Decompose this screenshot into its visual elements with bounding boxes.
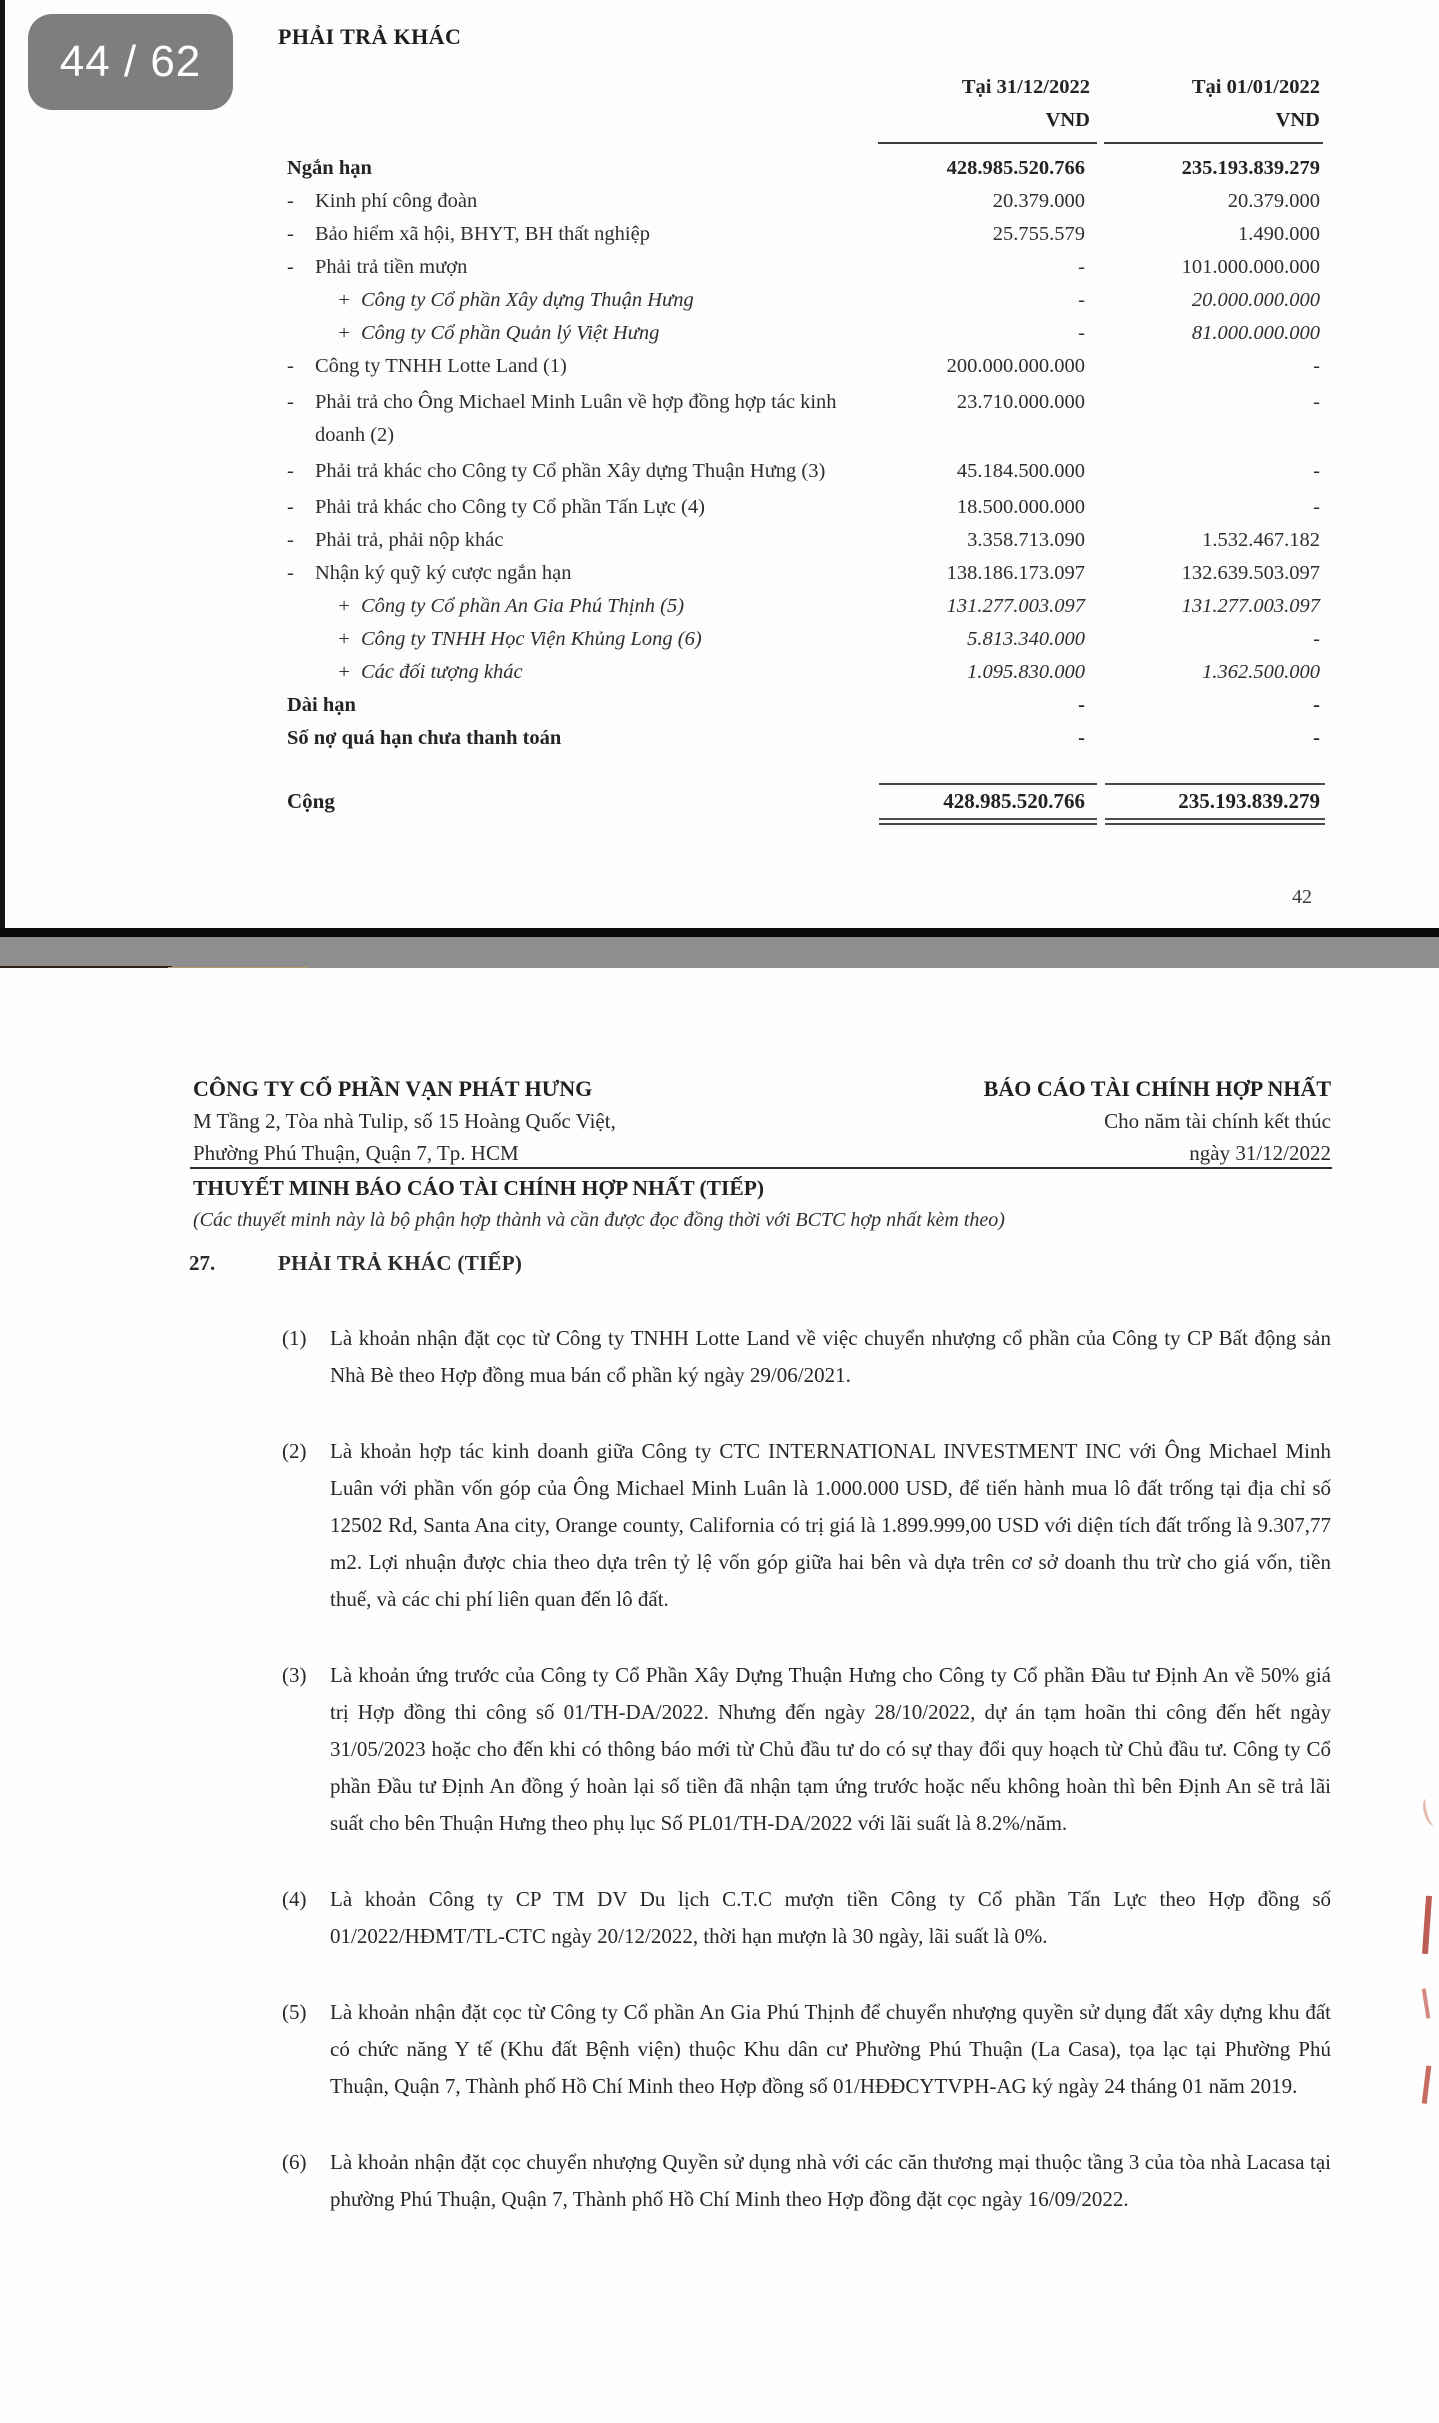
row-value-current: 200.000.000.000 [946,355,1085,377]
header-rule [190,1167,1332,1169]
row-label: Phải trả khác cho Công ty Cổ phần Tấn Lực (4) [315,496,705,518]
note-number: (4) [282,1887,307,1911]
row-value-prior: - [1313,391,1320,413]
row-bullet: - [287,496,294,518]
row-bullet: - [287,391,294,413]
row-bullet: + [337,628,351,650]
row-bullet: + [337,322,351,344]
page-gap-gray-band [0,937,1439,968]
row-value-current: 20.379.000 [992,190,1085,212]
section-title: PHẢI TRẢ KHÁC [278,24,462,49]
section-number: 27. [189,1251,216,1275]
row-value-prior: 1.490.000 [1238,223,1320,245]
page-number: 42 [1292,886,1312,908]
column-header-prior: Tại 01/01/2022 [1191,76,1320,98]
row-label: Phải trả tiền mượn [315,256,468,278]
company-address-line1: M Tầng 2, Tòa nhà Tulip, số 15 Hoàng Quốc Việt, [193,1109,616,1133]
row-value-current: 18.500.000.000 [956,496,1085,518]
note-text: Là khoản nhận đặt cọc từ Công ty TNHH Lotte Land về việc chuyển nhượng cổ phần của Công ty CP Bất động sản Nhà Bè theo Hợp đồng mua bán cổ phần ký ngày 29/06/2021. [330,1326,1331,1387]
note-item [282,1320,1331,1394]
header-underline [1104,142,1323,144]
row-value-current: 5.813.340.000 [967,628,1085,650]
row-value-current: 1.095.830.000 [967,661,1085,683]
section-title: PHẢI TRẢ KHÁC (TIẾP) [278,1251,523,1275]
table-row [287,152,1320,185]
row-value-current: - [1078,727,1085,749]
row-bullet: - [287,355,294,377]
notes-heading: THUYẾT MINH BÁO CÁO TÀI CHÍNH HỢP NHẤT (TIẾP) [193,1176,765,1200]
row-value-current: 25.755.579 [992,223,1085,245]
total-value-prior: 235.193.839.279 [1178,789,1320,813]
row-label: Các đối tượng khác [361,661,523,683]
table-row [287,284,1320,317]
row-label: Phải trả khác cho Công ty Cổ phần Xây dựng Thuận Hưng (3) [315,460,826,482]
row-value-prior: 101.000.000.000 [1181,256,1320,278]
row-value-prior: - [1313,460,1320,482]
column-header-current: Tại 31/12/2022 [961,76,1090,98]
table-row [287,218,1320,251]
table-row [287,185,1320,218]
row-value-prior: - [1313,355,1320,377]
column-unit-prior: VND [1275,109,1320,131]
report-date: ngày 31/12/2022 [1189,1141,1331,1165]
notes-list [282,1320,1331,2257]
row-bullet: + [337,289,351,311]
note-item [282,1657,1331,1842]
total-double-underline [879,818,1097,825]
row-label: Dài hạn [287,694,356,716]
page-indicator: 44 / 62 [28,14,233,110]
note-text: Là khoản ứng trước của Công ty Cổ Phần Xây Dựng Thuận Hưng cho Công ty Cổ phần Đầu tư Định An về 50% giá trị Hợp đồng thi công số 01/TH-DA/2022. Nhưng đến ngày 28/10/2022, dự án tạm hoãn thi công đến hết ngày 31/05/2023 hoặc cho đến khi có thông báo mới từ Chủ đầu tư do có sự thay đổi quy hoạch từ Chủ đầu tư. Công ty Cổ phần Đầu tư Định An đồng ý hoàn lại số tiền đã nhận tạm ứng trước hoặc nếu không hoàn thì bên Định An sẽ trả lãi suất cho bên Thuận Hưng theo phụ lục Số PL01/TH-DA/2022 với lãi suất là 8.2%/năm. [330,1663,1331,1835]
row-value-prior: 131.277.003.097 [1181,595,1320,617]
row-label: Công ty Cổ phần Xây dựng Thuận Hưng [361,289,694,311]
row-bullet: - [287,223,294,245]
row-value-current: - [1078,322,1085,344]
row-value-current: - [1078,694,1085,716]
row-label: Công ty Cổ phần Quản lý Việt Hưng [361,322,660,344]
row-value-current: - [1078,289,1085,311]
row-value-current: 45.184.500.000 [956,460,1085,482]
row-label: Phải trả, phải nộp khác [315,529,504,551]
row-value-prior: 20.000.000.000 [1191,289,1320,311]
payables-table-rows [287,152,1320,755]
table-row [287,524,1320,557]
row-value-prior: - [1313,694,1320,716]
row-value-current: 23.710.000.000 [956,391,1085,413]
note-number: (6) [282,2150,307,2174]
row-label: Bảo hiểm xã hội, BHYT, BH thất nghiệp [315,223,650,245]
note-text: Là khoản nhận đặt cọc từ Công ty Cổ phần An Gia Phú Thịnh để chuyển nhượng quyền sử dụng đất xây dựng khu đất có chức năng Y tế (Khu đất Bệnh viện) thuộc Khu dân cư Phường Phú Thuận (La Casa), tọa lạc tại Phường Phú Thuận, Quận 7, Thành phố Hồ Chí Minh theo Hợp đồng số 01/HĐĐCYTVPH-AG ký ngày 24 tháng 01 năm 2019. [330,2000,1331,2098]
table-row [287,386,1320,452]
table-row [287,557,1320,590]
row-label: Công ty Cổ phần An Gia Phú Thịnh (5) [361,595,685,617]
scan-edge-shadow [0,0,5,928]
note-item [282,2144,1331,2218]
row-value-prior: 235.193.839.279 [1181,157,1320,179]
row-label: Công ty TNHH Lotte Land (1) [315,355,567,377]
report-title: BÁO CÁO TÀI CHÍNH HỢP NHẤT [983,1076,1331,1101]
total-label: Cộng [287,789,335,813]
row-value-prior: 1.362.500.000 [1202,661,1320,683]
table-row [287,251,1320,284]
column-unit-current: VND [1045,109,1090,131]
row-bullet: - [287,460,294,482]
row-value-prior: 20.379.000 [1227,190,1320,212]
table-row [287,317,1320,350]
row-bullet: + [337,661,351,683]
note-text: Là khoản nhận đặt cọc chuyển nhượng Quyền sử dụng nhà với các căn thương mại thuộc tầng 3 của tòa nhà Lacasa tại phường Phú Thuận, Quận 7, Thành phố Hồ Chí Minh theo Hợp đồng đặt cọc ngày 16/09/2022. [330,2150,1331,2211]
row-label: Phải trả cho Ông Michael Minh Luân về hợp đồng hợp tác kinh doanh (2) [315,391,837,446]
row-label: Kinh phí công đoàn [315,190,478,212]
row-bullet: + [337,595,351,617]
note-item [282,1994,1331,2105]
table-row [287,722,1320,755]
row-value-current: 138.186.173.097 [946,562,1085,584]
company-address-line2: Phường Phú Thuận, Quận 7, Tp. HCM [193,1141,519,1165]
note-number: (3) [282,1663,307,1687]
note-text: Là khoản Công ty CP TM DV Du lịch C.T.C mượn tiền Công ty Cổ phần Tấn Lực theo Hợp đồng số 01/2022/HĐMT/TL-CTC ngày 20/12/2022, thời hạn mượn là 30 ngày, lãi suất là 0%. [330,1887,1331,1948]
total-value-current: 428.985.520.766 [943,789,1085,813]
total-topline [1105,783,1325,785]
row-value-prior: - [1313,727,1320,749]
table-row [287,689,1320,722]
note-text: Là khoản hợp tác kinh doanh giữa Công ty CTC INTERNATIONAL INVESTMENT INC với Ông Michael Minh Luân với phần vốn góp của Ông Michael Minh Luân là 1.000.000 USD, để tiến hành mua lô đất trống tại địa chỉ số 12502 Rd, Santa Ana city, Orange county, California có trị giá là 1.899.999,00 USD với diện tích đất trống là 9.307,77 m2. Lợi nhuận được chia theo dựa trên tỷ lệ vốn góp giữa hai bên và dựa trên cơ sở doanh thu trừ cho giá vốn, tiền thuế, và các chi phí liên quan đến lô đất. [330,1439,1331,1611]
company-name: CÔNG TY CỔ PHẦN VẠN PHÁT HƯNG [193,1076,593,1101]
table-total-row [287,789,1320,814]
row-bullet: - [287,529,294,551]
row-label: Nhận ký quỹ ký cược ngắn hạn [315,562,572,584]
row-value-prior: - [1313,496,1320,518]
table-row [287,491,1320,524]
row-value-prior: 81.000.000.000 [1191,322,1320,344]
row-label: Ngắn hạn [287,157,372,179]
table-row [287,656,1320,689]
row-value-current: 428.985.520.766 [946,157,1085,179]
total-topline [879,783,1097,785]
total-double-underline [1105,818,1325,825]
table-row [287,455,1320,488]
row-value-current: 3.358.713.090 [967,529,1085,551]
note-item [282,1881,1331,1955]
report-subtitle: Cho năm tài chính kết thúc [1104,1109,1331,1133]
row-value-current: 131.277.003.097 [946,595,1085,617]
row-value-current: - [1078,256,1085,278]
row-value-prior: - [1313,628,1320,650]
row-bullet: - [287,190,294,212]
note-number: (2) [282,1439,307,1463]
page-1-scan [0,0,1439,928]
row-label: Công ty TNHH Học Viện Khủng Long (6) [361,628,702,650]
table-row [287,623,1320,656]
notes-disclaimer: (Các thuyết minh này là bộ phận hợp thành và cần được đọc đồng thời với BCTC hợp nhất kèm theo) [193,1209,1005,1231]
row-label: Số nợ quá hạn chưa thanh toán [287,727,562,749]
row-bullet: - [287,256,294,278]
note-number: (5) [282,2000,307,2024]
note-number: (1) [282,1326,307,1350]
page-gap-dark-bar [0,928,1439,937]
note-item [282,1433,1331,1618]
row-bullet: - [287,562,294,584]
table-row [287,350,1320,383]
row-value-prior: 1.532.467.182 [1202,529,1320,551]
table-row [287,590,1320,623]
header-underline [878,142,1097,144]
row-value-prior: 132.639.503.097 [1181,562,1320,584]
